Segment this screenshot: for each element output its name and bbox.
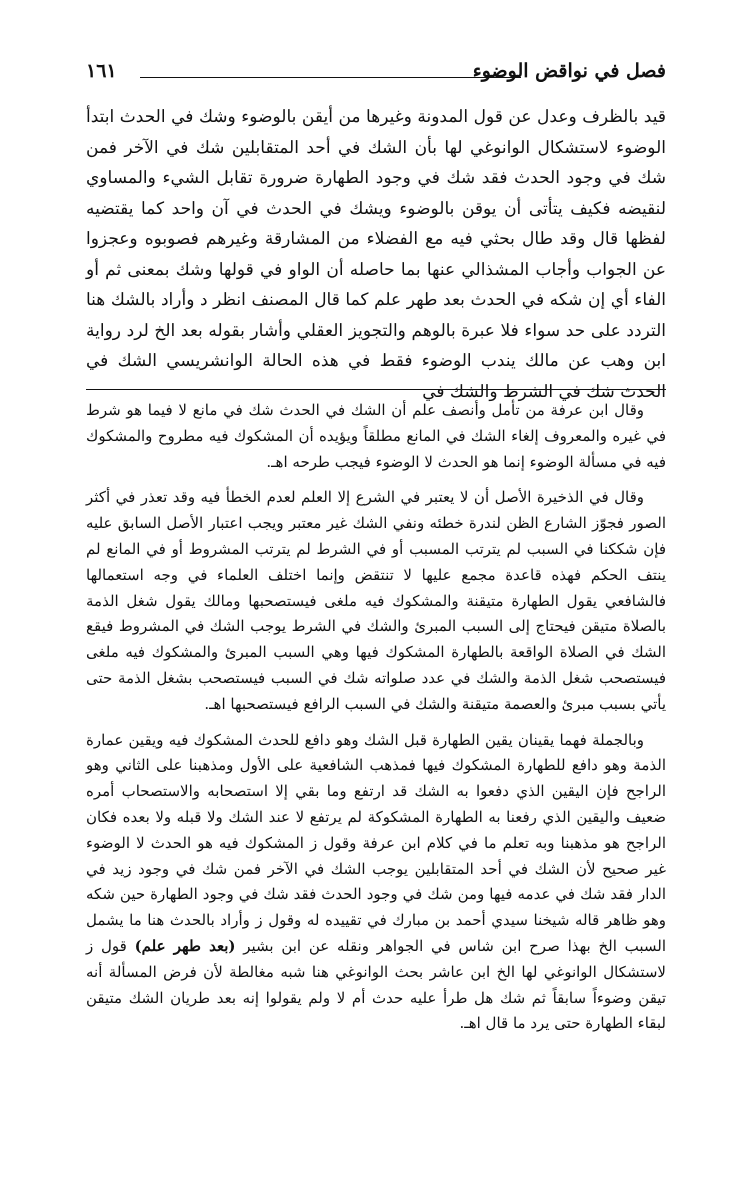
header-rule [140,77,521,78]
running-title: فصل في نواقض الوضوء [472,60,666,82]
notes-block [86,398,666,1037]
main-text-block [86,102,666,407]
page-header [86,60,666,90]
note-paragraph-3-continued: قول ز لاستشكال الوانوغي لها الخ ابن عاشر بحث الوانوغي هنا شبه مغالطة لأن فرض المسألة أنه تيقن وضوءاً سابقاً ثم شك هل طرأ عليه حدث أم لا ولم يقولوا إنه بعد طريان الشك متيقن لبقاء الطهارة حتى يرد ما قال اهـ. [86,936,666,1033]
note-paragraph-3 [86,728,666,1038]
page-number: ١٦١ [86,60,117,82]
note-paragraph-3-text: وبالجملة فهما يقينان يقين الطهارة قبل الشك وهو دافع للحدث المشكوك فيه ويقين عمارة الذمة وهو دافع للطهارة المشكوك فيها فمذهب الشافعية على الأول ومذهبنا على الثاني وهو الراجح فإن اليقين الذي دفعوا به الشك قد ارتفع وما بقي إلا استصحابه والاستصحاب أمره ضعيف واليقين الذي رفعنا به الطهارة المشكوكة لم يرتفع لا عند الشك ولا قبله ولا بعده فكان الراجح هو مذهبنا وبه تعلم ما في كلام ابن عرفة وقول ز المشكوك فيه هو الحدث لا الوضوء غير صحيح لأن الشك في أحد المتقابلين يوجب الشك في الآخر فمن شك في وجود زيد في الدار فقد شك في عدمه فيها ومن شك في وجود الحدث فقد شك في وجود الطهارة حين شكه وهو ظاهر قاله شيخنا سيدي أحمد بن مبارك في تقييده له وقول ز وأراد بالحدث هنا ما يشمل السبب الخ بهذا صرح ابن شاس في الجواهر ونقله عن ابن بشير [86,730,666,955]
main-paragraph: قيد بالظرف وعدل عن قول المدونة وغيرها من أيقن بالوضوء وشك في الحدث ابتدأ الوضوء لاستشكال الوانوغي لها بأن الشك في أحد المتقابلين شك في الآخر فمن شك في وجود الحدث فقد شك في وجود الطهارة ضرورة تقابل الشيء والمساوي لنقيضه فكيف يتأتى أن يوقن بالوضوء ويشك في الحدث في آن واحد كما يقتضيه لفظها قال وقد طال بحثي فيه مع الفضلاء من المشارقة وغيرهم فصوبوه وعجزوا عن الجواب وأجاب المشذالي عنها بما حاصله أن الواو في قولها وشك بمعنى ثم أو الفاء أي إن شكه في الحدث بعد طهر علم كما قال المصنف انظر د وأراد بالشك هنا التردد على حد سواء فلا عبرة بالوهم والتجويز العقلي وأشار بقوله بعد الخ لرد رواية ابن وهب عن مالك يندب الوضوء فقط في هذه الحالة الوانشريسي الشك في الحدث شك في الشرط والشك في [86,107,666,402]
bold-term: (بعد طهر علم) [134,936,236,955]
note-paragraph-2: وقال في الذخيرة الأصل أن لا يعتبر في الشرع إلا العلم لعدم الخطأ فيه وقد تعذر في أكثر الصور فجوّز الشارع الظن لندرة خطئه ونفي الشك غير معتبر ويجب اعتبار الأصل السابق عليه فإن شككنا في السبب لم يترتب المسبب أو في الشرط لم يترتب المشروط أو في المانع لم ينتف الحكم فهذه قاعدة مجمع عليها لا تنتقض وإنما اختلف العلماء في وجه استعمالها فالشافعي يقول الطهارة متيقنة والمشكوك فيه ملغى فيستصحبها ومالك يقول شغل الذمة بالصلاة متيقن فيحتاج إلى السبب المبرئ والشك في الشرط يوجب الشك في المشروط فيقع الشك في الصلاة الواقعة بالطهارة المشكوك فيها وهي السبب المبرئ والمشكوك فيه ملغى فيستصحب شغل الذمة والشك في عدد صلواته شك في السبب فيستصحب بشغل الذمة حتى يأتي بسبب مبرئ والعصمة متيقنة والشك في السبب الرافع فيستصحبها اهـ. [86,488,666,713]
note-paragraph-1: وقال ابن عرفة من تأمل وأنصف علم أن الشك في الحدث شك في مانع لا فيما هو شرط في غيره والمعروف إلغاء الشك في المانع مطلقاً ويؤيده أن المشكوك فيه مطروح والمشكوك فيه في مسألة الوضوء إنما هو الحدث لا الوضوء فيجب طرحه اهـ. [86,401,666,471]
footnote-divider [86,389,666,390]
